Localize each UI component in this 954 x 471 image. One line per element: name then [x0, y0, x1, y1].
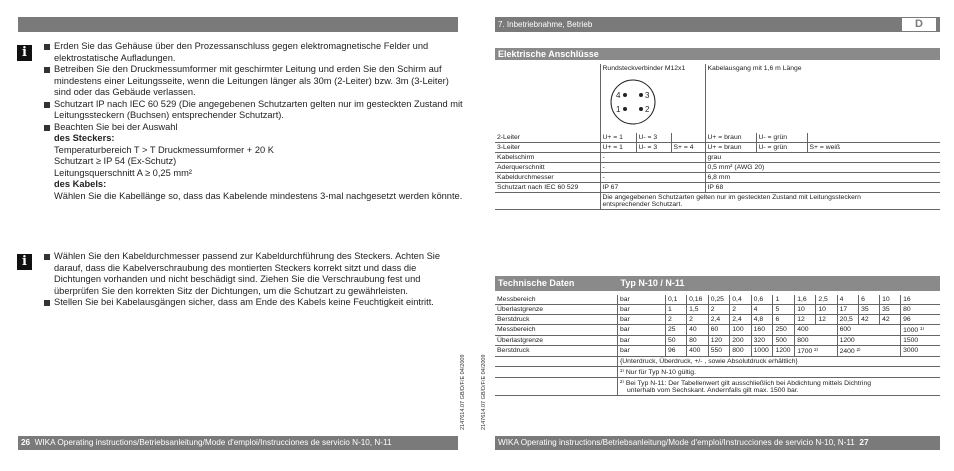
cell: S+ = 4	[671, 143, 705, 153]
right-page	[487, 0, 954, 471]
steckers-line: Schutzart ≥ IP 54 (Ex-Schutz)	[54, 156, 177, 166]
footer-text: WIKA Operating instructions/Betriebsanleitung/Mode d'emploi/Instrucciones de servicio N-10, N-11	[34, 438, 392, 447]
cell: U+ = 1	[600, 133, 636, 143]
row-label: Aderquerschnitt	[495, 163, 600, 173]
technische-type: Typ N-10 / N-11	[618, 276, 941, 291]
note1-bullet: Erden Sie das Gehäuse über den Prozessanschluss gegen elektromagnetische Felder und elektrostatische Aufladungen.	[44, 41, 464, 64]
note-block-1	[44, 41, 464, 202]
chapter-title: 7. Inbetriebnahme, Betrieb	[498, 20, 593, 29]
cell: U+ = 1	[600, 143, 636, 153]
note-block-2	[44, 251, 464, 309]
row-label: 2-Leiter	[495, 133, 600, 143]
left-page	[0, 0, 470, 471]
row-label: Schutzart nach IEC 60 529	[495, 183, 600, 193]
left-footer	[18, 436, 458, 450]
col-rundstecker: Rundsteckverbinder M12x1	[600, 64, 705, 73]
cell: U- = grün	[756, 133, 807, 143]
row-label: Kabeldurchmesser	[495, 173, 600, 183]
cell: U+ = braun	[705, 143, 756, 153]
technische-title: Technische Daten	[495, 276, 618, 291]
cell: U- = 3	[636, 133, 671, 143]
technische-daten-table	[495, 276, 940, 396]
info-icon: i	[17, 254, 32, 270]
footnote-2: ²⁾ Bei Typ N-11: Der Tabellenwert gilt ausschließlich bei Abdichtung mittels Dichtring unterhalb vom Sechskant. Andernfalls gilt max. 1500 bar.	[618, 378, 941, 396]
note1-bullet: Betreiben Sie den Druckmessumformer mit geschirmter Leitung und erden Sie den Schirm auf mindestens einer Leitungsseite, wenn die Leitungen länger als 30m (2-Leiter) bzw. 3m (3-Leiter) sind oder das Gebäude verlassen.	[44, 64, 464, 99]
cell: grau	[705, 153, 940, 163]
cell: U+ = braun	[705, 133, 756, 143]
cell	[807, 133, 940, 143]
side-code: 2147614.07 GB/D/F/E 04/2009	[481, 354, 487, 430]
note1-bullet: Schutzart IP nach IEC 60 529 (Die angegebenen Schutzarten gelten nur im gesteckten Zustand mit Leitungssteckern (Buchsen) entsprechender Schutzart).	[44, 99, 464, 122]
info-icon: i	[17, 45, 32, 61]
cell: IP 68	[705, 183, 940, 193]
steckers-line: Temperaturbereich T > T Druckmessumformer + 20 K	[54, 144, 274, 155]
cell: -	[600, 173, 705, 183]
pin-label: 3	[644, 91, 649, 100]
pin-label: 1	[615, 105, 620, 114]
m12-connector-diagram	[603, 74, 663, 130]
note2-bullet: Wählen Sie den Kabeldurchmesser passend zur Kabeldurchführung des Steckers. Achten Sie darauf, dass die Kabelverschraubung des montierten Steckers korrekt sitzt und dass die Dichtungen vorhanden und nicht beschädigt sind. Ziehen Sie die Verschraubung fest und überprüfen Sie den korrekten Sitz der Dichtungen, um die Schutzart zu gewährleisten.	[44, 251, 464, 297]
note1-bullet: Beachten Sie bei der Auswahl	[44, 122, 464, 134]
note2-bullet: Stellen Sie bei Kabelausgängen sicher, dass am Ende des Kabels keine Feuchtigkeit eintritt.	[44, 297, 464, 309]
table-row: Berstdruck bar 96 400 550 800 1000 1200 1700 ²⁾ 2400 ²⁾ 3000	[495, 346, 940, 357]
page-number: 27	[859, 438, 869, 447]
cell: -	[600, 163, 705, 173]
steckers-line: Leitungsquerschnitt A ≥ 0,25 mm²	[54, 167, 192, 178]
cell: S+ = weiß	[807, 143, 940, 153]
table-row	[495, 367, 940, 378]
col-kabelausgang: Kabelausgang mit 1,6 m Länge	[705, 64, 940, 73]
cell: IP 67	[600, 183, 705, 193]
row-label: 3-Leiter	[495, 143, 600, 153]
cell: 0,5 mm² (AWG 20)	[705, 163, 940, 173]
cell: 6,8 mm	[705, 173, 940, 183]
footer-text: WIKA Operating instructions/Betriebsanleitung/Mode d'emploi/Instrucciones de servicio N-10, N-11	[498, 438, 855, 447]
right-header-bar	[495, 17, 940, 32]
table-row	[495, 357, 940, 367]
cell: -	[600, 153, 705, 163]
steckers-heading: des Steckers:	[54, 133, 115, 143]
elektrische-title: Elektrische Anschlüsse	[495, 48, 940, 60]
table-row: Überlastgrenze bar 50 80 120 200 320 500 800 1200 1500	[495, 336, 940, 346]
table-row: Messbereich bar 0,1 0,16 0,25 0,4 0,6 1 1,6 2,5 4 6 10 16	[495, 295, 940, 305]
language-badge: D	[902, 18, 936, 31]
cell: U- = 3	[636, 143, 671, 153]
table-row	[495, 378, 940, 396]
row-label: Kabelschirm	[495, 153, 600, 163]
connector-cell	[600, 73, 705, 133]
elektrische-table	[495, 64, 940, 210]
right-footer	[495, 436, 940, 450]
cell	[671, 133, 705, 143]
page-number: 26	[21, 438, 31, 447]
footnote-1: ¹⁾ Nur für Typ N-10 gültig.	[618, 367, 941, 378]
left-header-bar	[18, 17, 458, 32]
note-row: {Unterdruck, Überdruck, +/- , sowie Absolutdruck erhältlich}	[618, 357, 941, 367]
pin-label: 2	[644, 105, 649, 114]
table-row: Messbereich bar 25 40 60 100 160 250 400 600 1000 ¹⁾	[495, 325, 940, 336]
side-code: 2147614.07 GB/D/F/E 04/2009	[460, 354, 466, 430]
pin-label: 4	[615, 91, 620, 100]
table-row: Berstdruck bar 2 2 2,4 2,4 4,8 6 12 12 20,5 42 42 96	[495, 315, 940, 325]
kabels-text: Wählen Sie die Kabellänge so, dass das Kabelende mindestens 3-mal nachgesetzt werden könnte.	[54, 190, 463, 201]
schutzart-note: Die angegebenen Schutzarten gelten nur im gesteckten Zustand mit Leitungssteckern entsprechender Schutzart.	[600, 193, 940, 210]
cell: U- = grün	[756, 143, 807, 153]
table-row: Überlastgrenze bar 1 1,5 2 2 4 5 10 10 17 35 35 80	[495, 305, 940, 315]
kabels-heading: des Kabels:	[54, 179, 107, 189]
